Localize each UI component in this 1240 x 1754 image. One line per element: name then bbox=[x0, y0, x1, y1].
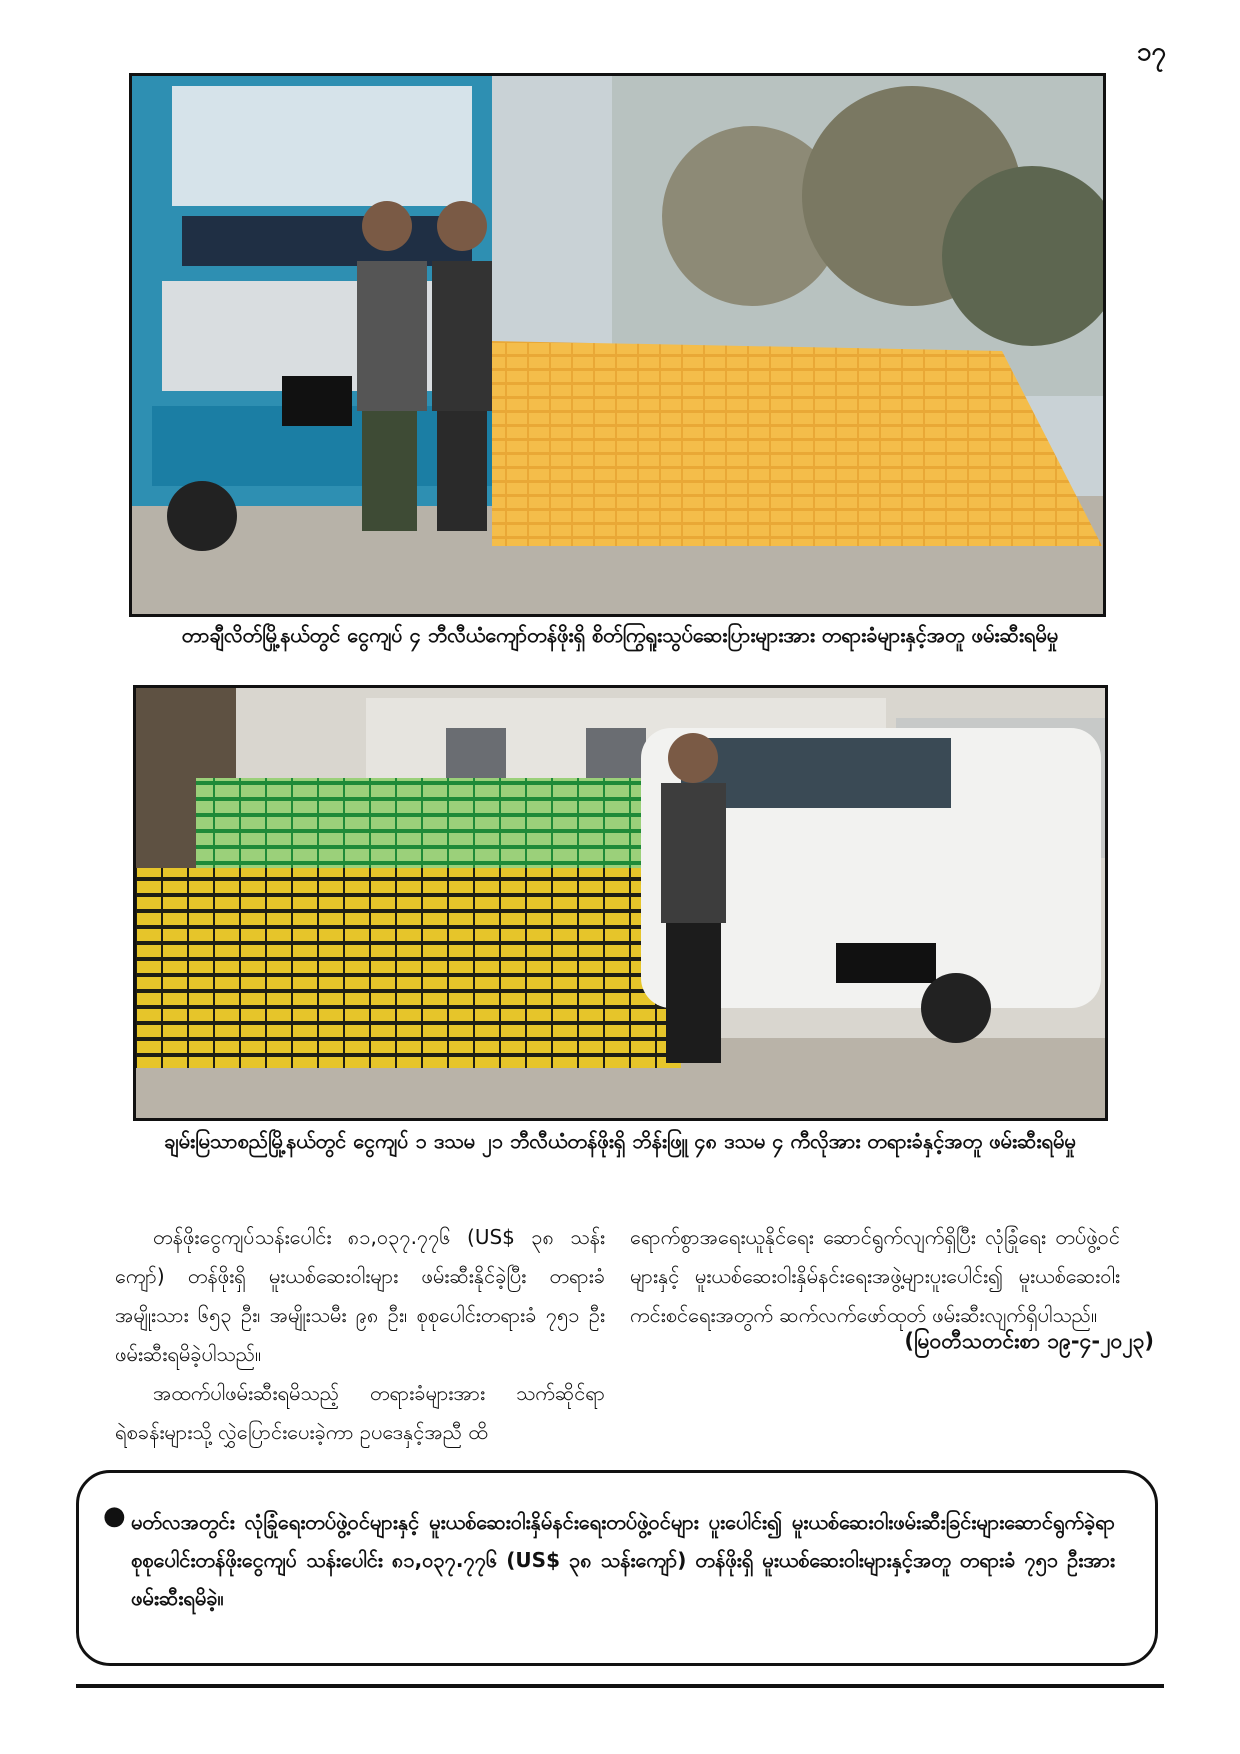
seizure-photo-suv bbox=[133, 685, 1108, 1121]
bottom-divider bbox=[76, 1684, 1164, 1688]
bullet-icon: ● bbox=[103, 1501, 126, 1531]
article-column-right bbox=[630, 1218, 1120, 1335]
news-source: (မြဝတီသတင်းစာ ၁၉-၄-၂၀၂၃) bbox=[904, 1329, 1154, 1353]
article-paragraph: တန်ဖိုးငွေကျပ်သန်းပေါင်း ၈၁,၀၃၇.၇၇၆ (US$ ၃၈ သန်းကျော်) တန်ဖိုးရှိ မူးယစ်ဆေးဝါးများ ဖမ်းဆီးနိုင်ခဲ့ပြီး တရားခံ အမျိုးသား ၆၅၃ ဦး၊ အမျိုးသမီး ၉၈ ဦး၊ စုစုပေါင်းတရားခံ ၇၅၁ ဦး ဖမ်းဆီးရမိခဲ့ပါသည်။ bbox=[115, 1225, 605, 1366]
page-number: ၁၇ bbox=[1136, 37, 1166, 67]
photo-caption: ချမ်းမြသာစည်မြို့နယ်တွင် ငွေကျပ် ၁ ဒသမ ၂၁ ဘီလီယံတန်ဖိုးရှိ ဘိန်းဖြူ ၄၈ ဒသမ ၄ ကီလိုအား တရားခံနှင့်အတူ ဖမ်းဆီးရမိမှု bbox=[164, 1129, 1076, 1153]
summary-box bbox=[76, 1470, 1158, 1666]
article-paragraph: အထက်ပါဖမ်းဆီးရမိသည့် တရားခံများအား သက်ဆိုင်ရာရဲစခန်းများသို့ လွှဲပြောင်းပေးခဲ့ကာ ဥပဒေနှင့်အညီ ထိ bbox=[115, 1381, 605, 1444]
summary-text: မတ်လအတွင်း လုံခြုံရေးတပ်ဖွဲ့ဝင်များနှင့် မူးယစ်ဆေးဝါးနှိမ်နင်းရေးတပ်ဖွဲ့ဝင်များ ပူးပေါင်း၍ မူးယစ်ဆေးဝါးဖမ်းဆီးခြင်းများဆောင်ရွက်ခဲ့ရာ စုစုပေါင်းတန်ဖိုးငွေကျပ် သန်းပေါင်း ၈၁,၀၃၇.၇၇၆ (US$ ၃၈ သန်းကျော်) တန်ဖိုးရှိ မူးယစ်ဆေးဝါးများနှင့်အတူ တရားခံ ၇၅၁ ဦးအား ဖမ်းဆီးရမိခဲ့။ bbox=[131, 1510, 1115, 1610]
photo-caption: တာချီလိတ်မြို့နယ်တွင် ငွေကျပ် ၄ ဘီလီယံကျော်တန်ဖိုးရှိ စိတ်ကြွရူးသွပ်ဆေးပြားများအား တရားခံများနှင့်အတူ ဖမ်းဆီးရမိမှု bbox=[181, 623, 1059, 647]
article-paragraph: ရောက်စွာအရေးယူနိုင်ရေး ဆောင်ရွက်လျက်ရှိပြီး လုံခြုံရေး တပ်ဖွဲ့ဝင်များနှင့် မူးယစ်ဆေးဝါးနှိမ်နင်းရေးအဖွဲ့များပူးပေါင်း၍ မူးယစ်ဆေးဝါးကင်းစင်ရေးအတွက် ဆက်လက်ဖော်ထုတ် ဖမ်းဆီးလျက်ရှိပါသည်။ bbox=[630, 1225, 1120, 1327]
article-column-left bbox=[115, 1218, 605, 1452]
seizure-photo-truck bbox=[129, 73, 1106, 617]
